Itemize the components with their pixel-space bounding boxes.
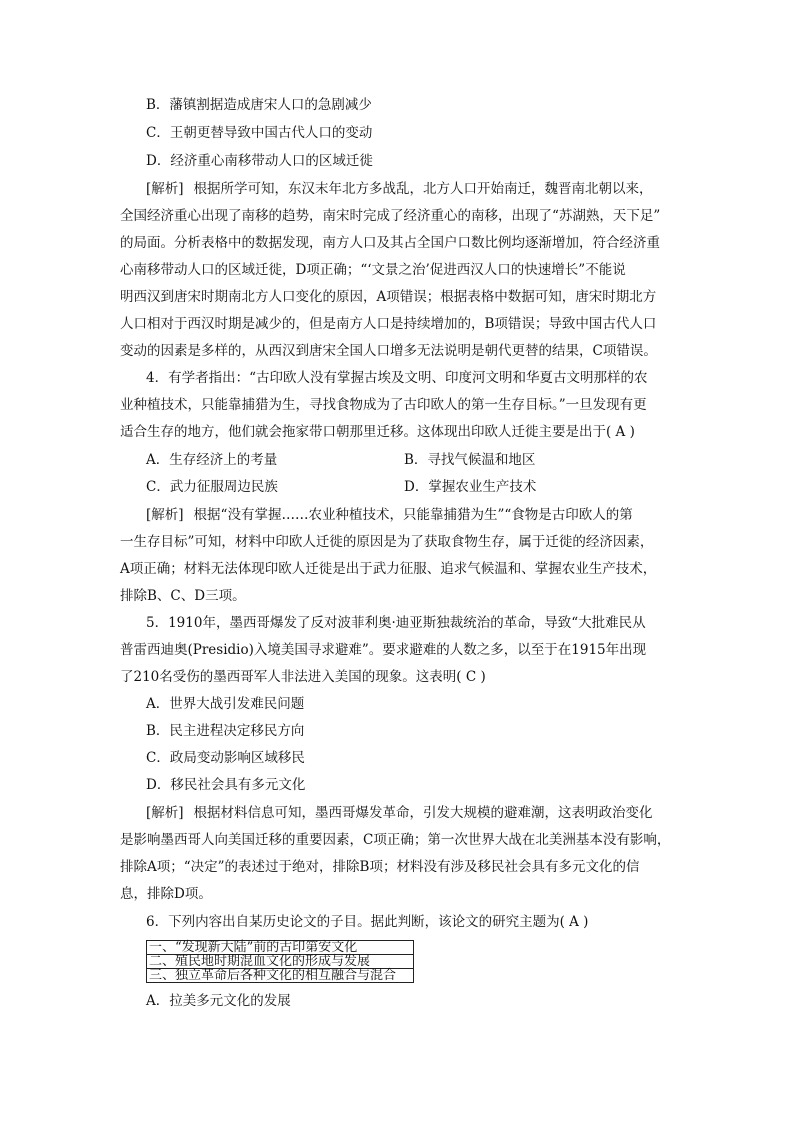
q3-analysis-line [120, 179, 680, 199]
subheading-box [146, 940, 414, 983]
q5-stem-line: 普雷西迪奥(Presidio)入境美国寻求避难”。要求避难的人数之多，以至于在1915年出现 [120, 642, 647, 658]
q3-option-b: B．藩镇割据造成唐宋人口的急剧减少 [146, 97, 372, 113]
analysis-tag: [解析] [146, 805, 184, 821]
q5-option-a: A．世界大战引发难民问题 [146, 696, 305, 712]
q5-stem-line: 了210名受伤的墨西哥军人非法进入美国的现象。这表明( C ) [120, 669, 486, 685]
q5-analysis-line: 排除A项；“决定”的表述过于绝对，排除B项；材料没有涉及移民社会具有多元文化的信 [120, 859, 640, 875]
q5-analysis-line: 息，排除D项。 [120, 886, 212, 902]
q3-analysis-line: 变动的因素是多样的，从西汉到唐宋全国人口增多无法说明是朝代更替的结果，C项错误。 [120, 343, 657, 359]
q4-option-a: A．生存经济上的考量 [146, 452, 278, 468]
q5-option-b: B．民主进程决定移民方向 [146, 723, 305, 739]
q4-option-b: B．寻找气候温和地区 [404, 452, 536, 468]
q4-analysis-line [120, 505, 680, 525]
q3-analysis-line: 全国经济重心出现了南移的趋势，南宋时完成了经济重心的南移，出现了“苏湖熟，天下足” [120, 208, 661, 224]
analysis-text: 根据所学可知，东汉末年北方多战乱，北方人口开始南迁，魏晋南北朝以来， [193, 181, 653, 197]
q3-option-c: C．王朝更替导致中国古代人口的变动 [146, 125, 373, 141]
q3-analysis-line: 明西汉到唐宋时期南北方人口变化的原因，A项错误；根据表格中数据可知，唐宋时期北方 [120, 289, 657, 305]
analysis-text: 根据材料信息可知，墨西哥爆发革命，引发大规模的避难潮，这表明政治变化 [193, 805, 653, 821]
subheading-row: 三、独立革命后各种文化的相互融合与混合 [149, 968, 397, 983]
q5-analysis-line [120, 803, 680, 823]
q4-option-d: D．掌握农业生产技术 [404, 479, 537, 495]
q3-analysis-line: 的局面。分析表格中的数据发现，南方人口及其占全国户口数比例均逐渐增加，符合经济重 [120, 235, 660, 251]
subheading-row: 一、“发现新大陆”前的古印第安文化 [147, 941, 413, 955]
q4-stem-line: 4．有学者指出：“古印欧人没有掌握古埃及文明、印度河文明和华夏古文明那样的农 [146, 370, 648, 386]
q4-analysis-line: A项正确；材料无法体现印欧人迁徙是出于武力征服、追求气候温和、掌握农业生产技术， [120, 561, 657, 577]
q5-option-d: D．移民社会具有多元文化 [146, 777, 306, 793]
q4-analysis-line: 一生存目标”可知，材料中印欧人迁徙的原因是为了获取食物生存，属于迁徙的经济因素， [120, 534, 654, 550]
q5-analysis-line: 是影响墨西哥人向美国迁移的重要因素，C项正确；第一次世界大战在北美洲基本没有影响， [120, 832, 671, 848]
subheading-row: 二、殖民地时期混血文化的形成与发展 [147, 955, 413, 969]
q3-option-d: D．经济重心南移带动人口的区域迁徙 [146, 153, 373, 169]
q5-option-c: C．政局变动影响区域移民 [146, 750, 305, 766]
analysis-text: 根据“没有掌握……农业种植技术，只能靠捕猎为生”“食物是古印欧人的第 [193, 507, 633, 523]
q6-stem: 6．下列内容出自某历史论文的子目。据此判断，该论文的研究主题为( A ) [146, 914, 589, 930]
q4-stem-line: 适合生存的地方，他们就会拖家带口朝那里迁移。这体现出印欧人迁徙主要是出于( A ) [120, 424, 635, 440]
q5-stem-line: 5．1910年，墨西哥爆发了反对波菲利奥·迪亚斯独裁统治的革命，导致“大批难民从 [146, 615, 646, 631]
q6-option-a: A．拉美多元文化的发展 [146, 993, 291, 1009]
q3-analysis-line: 人口相对于西汉时期是减少的，但是南方人口是持续增加的，B项错误；导致中国古代人口 [120, 316, 657, 332]
q4-analysis-line: 排除B、C、D三项。 [120, 588, 246, 604]
q3-analysis-line: 心南移带动人口的区域迁徙，D项正确；“‘文景之治’促进西汉人口的快速增长”不能说 [120, 262, 626, 278]
q4-stem-line: 业种植技术，只能靠捕猎为生，寻找食物成为了古印欧人的第一生存目标。”一旦发现有更 [120, 397, 647, 413]
analysis-tag: [解析] [146, 507, 184, 523]
analysis-tag: [解析] [146, 181, 184, 197]
q4-option-c: C．武力征服周边民族 [146, 479, 278, 495]
